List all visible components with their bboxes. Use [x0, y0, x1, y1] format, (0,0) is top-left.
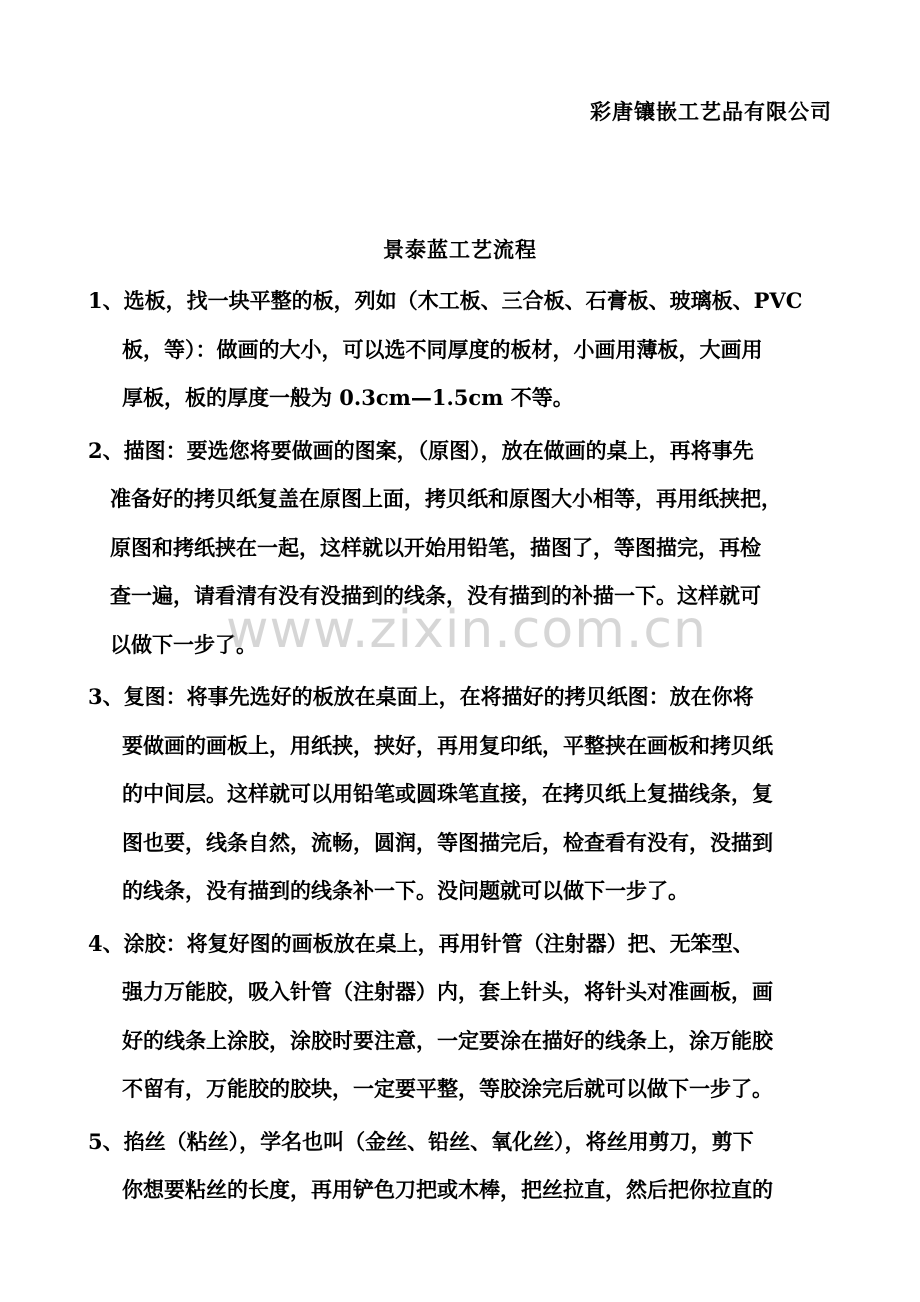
step-line: 以做下一步了。	[110, 631, 257, 657]
step-line: 查一遍，请看清有没有没描到的线条，没有描到的补描一下。这样就可	[110, 583, 761, 608]
step-line: 原图和拷纸挟在一起，这样就以开始用铅笔，描图了，等图描完，再检	[110, 534, 761, 560]
step-line	[88, 676, 836, 725]
company-name: 彩唐镶嵌工艺品有限公司	[590, 99, 832, 124]
step-line: 厚板，板的厚度一般为 0.3cm—1.5cm 不等。	[122, 385, 574, 410]
step-line: 你想要粘丝的长度，再用铲色刀把或木棒，把丝拉直，然后把你拉直的	[122, 1177, 773, 1202]
step-5	[88, 1121, 836, 1218]
step-line: 图也要，线条自然，流畅，圆润，等图描完后，检查看有没有，没描到	[122, 829, 773, 855]
step-line	[88, 280, 836, 329]
document-title: 景泰蓝工艺流程	[383, 237, 537, 262]
process-steps	[88, 280, 836, 1222]
step-text: 、描图：要选您将要做画的图案，（原图），放在做画的桌上，再将事先	[102, 437, 754, 463]
step-text: 、涂胶：将复好图的画板放在桌上，再用针管（注射器）把、无笨型、	[102, 930, 754, 956]
step-text: 、复图：将事先选好的板放在桌面上，在将描好的拷贝纸图：放在你将	[102, 684, 754, 709]
step-line	[88, 923, 836, 972]
step-line: 板，等）：做画的大小，可以选不同厚度的板材，小画用薄板，大画用	[122, 336, 763, 362]
step-line: 准备好的拷贝纸复盖在原图上面，拷贝纸和原图大小相等，再用纸挟把，	[110, 486, 782, 511]
step-number: 1	[88, 288, 103, 313]
step-text: 、选板，找一块平整的板，列如（木工板、三合板、石膏板、玻璃板、PVC	[102, 288, 803, 313]
step-number: 5	[88, 1128, 103, 1154]
step-1	[88, 280, 836, 426]
step-number: 4	[88, 930, 103, 956]
step-line: 不留有，万能胶的胶块，一定要平整，等胶涂完后就可以做下一步了。	[122, 1076, 773, 1101]
step-line	[88, 1121, 836, 1170]
step-4	[88, 923, 836, 1117]
step-line: 好的线条上涂胶，涂胶时要注意，一定要涂在描好的线条上，涂万能胶	[122, 1027, 773, 1053]
step-text: 、掐丝（粘丝），学名也叫（金丝、铅丝、氧化丝），将丝用剪刀，剪下	[102, 1128, 754, 1154]
step-2	[88, 430, 836, 673]
watermark-text: www.zixin.com.cn	[226, 600, 707, 660]
step-number: 3	[88, 684, 103, 709]
step-line: 强力万能胶，吸入针管（注射器）内，套上针头，将针头对准画板，画	[122, 979, 773, 1004]
step-line: 的中间层。这样就可以用铅笔或圆珠笔直接，在拷贝纸上复描线条，复	[122, 781, 773, 806]
step-line: 的线条，没有描到的线条补一下。没问题就可以做下一步了。	[122, 878, 689, 903]
step-line	[88, 430, 836, 479]
step-3	[88, 676, 836, 919]
step-line: 要做画的画板上，用纸挟，挟好，再用复印纸，平整挟在画板和拷贝纸	[122, 732, 773, 758]
step-number: 2	[88, 437, 103, 463]
